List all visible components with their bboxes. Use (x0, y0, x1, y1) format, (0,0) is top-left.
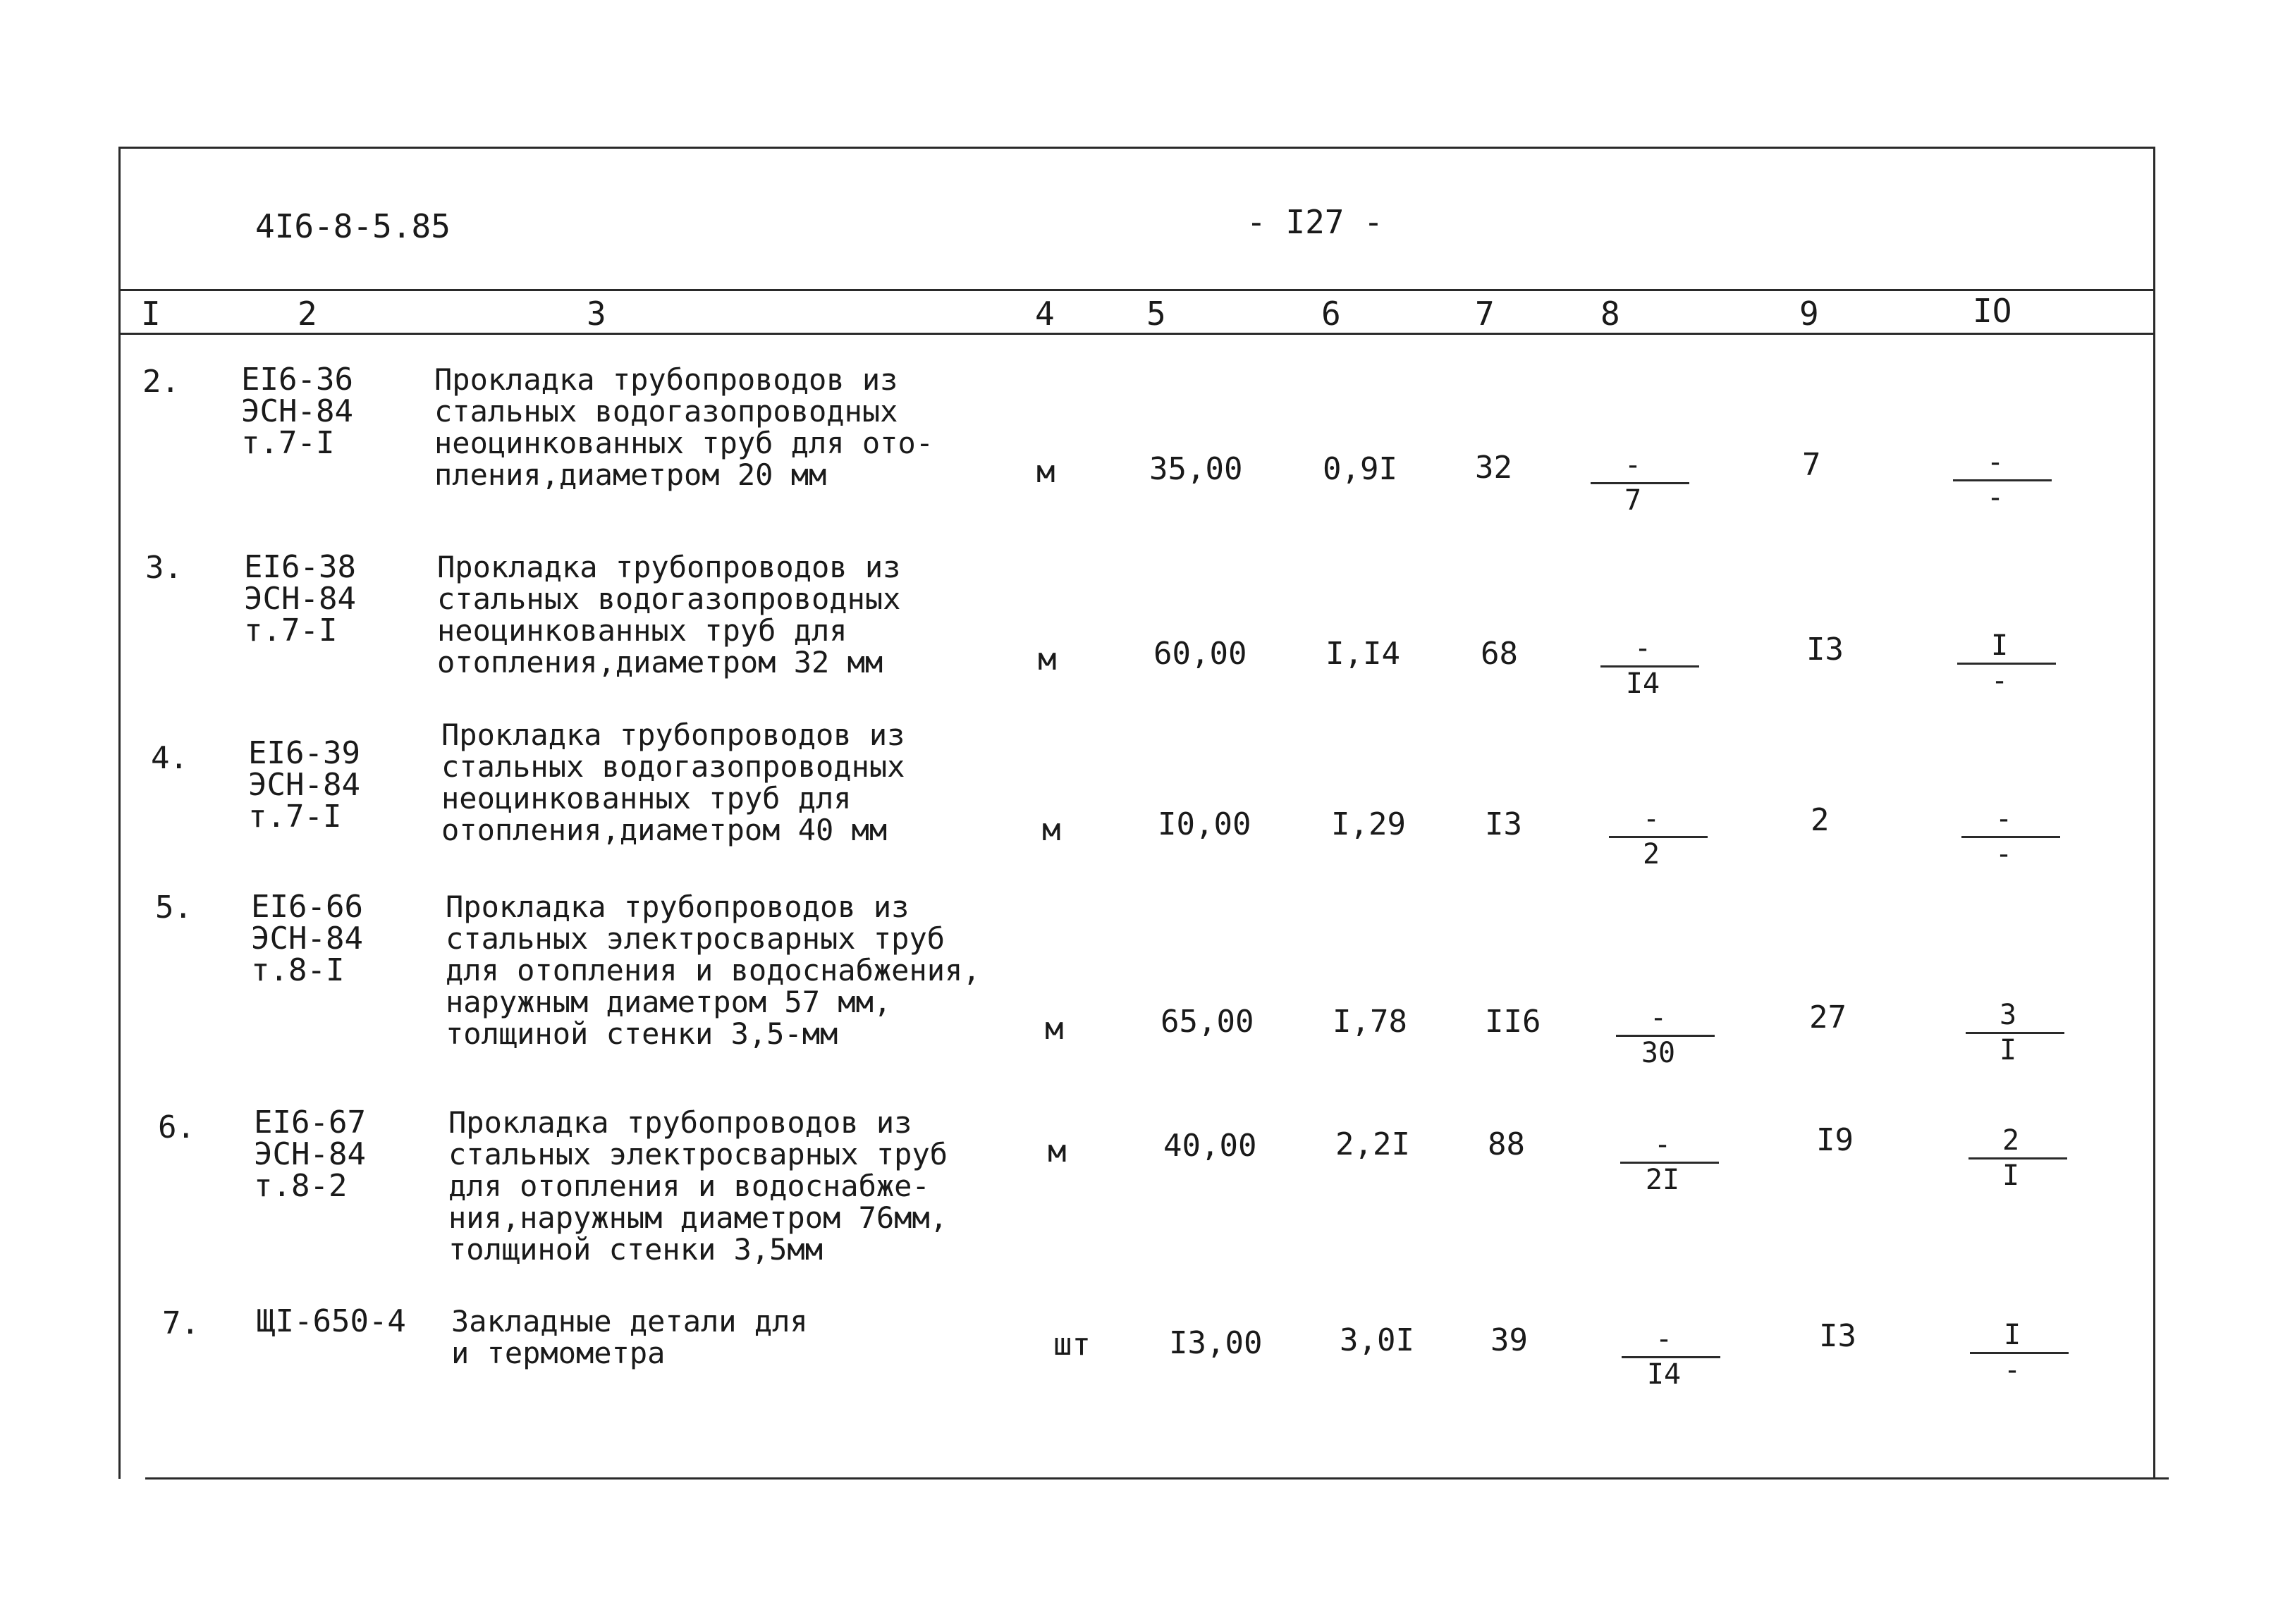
column-10-value: - - (1953, 448, 2059, 512)
header-separator-top (118, 289, 2155, 291)
row-number: 5. (155, 890, 192, 925)
total: II6 (1485, 1004, 1541, 1040)
column-number: IO (1973, 292, 2012, 330)
unit-price: I,29 (1331, 806, 1406, 842)
quantity: I3,00 (1169, 1325, 1263, 1361)
column-9-value: I3 (1806, 632, 1844, 668)
work-description: Прокладка трубопроводов из стальных электросварных труб для отопления и водоснабже- ния,наружным диаметром 76мм, толщиной стенки 3,5мм (448, 1105, 948, 1267)
unit: м (1048, 1133, 1067, 1169)
right-border (2153, 147, 2155, 1479)
column-number: 2 (298, 295, 317, 333)
column-8-value: - 7 (1591, 451, 1696, 515)
column-number: 3 (587, 295, 606, 333)
unit-price: 3,0I (1340, 1322, 1414, 1358)
unit-price: I,78 (1333, 1004, 1407, 1040)
total: 39 (1490, 1322, 1528, 1358)
quantity: 40,00 (1163, 1128, 1257, 1164)
unit: шт (1053, 1327, 1091, 1362)
reference-code: EI6-66 ЭСН-84 т.8-I (251, 889, 363, 988)
row-number: 6. (158, 1109, 195, 1145)
column-number: I (141, 295, 161, 333)
reference-code: ЩI-650-4 (257, 1303, 406, 1339)
column-9-value: 2 (1811, 802, 1830, 838)
quantity: 35,00 (1149, 451, 1243, 487)
column-number: 7 (1475, 295, 1495, 333)
column-number: 8 (1600, 295, 1620, 333)
column-9-value: I3 (1819, 1318, 1856, 1354)
column-10-value: - - (1961, 805, 2067, 868)
row-number: 7. (162, 1305, 200, 1341)
column-number: 9 (1799, 295, 1819, 333)
unit: м (1036, 454, 1055, 490)
reference-code: EI6-36 ЭСН-84 т.7-I (241, 362, 353, 461)
work-description: Прокладка трубопроводов из стальных водогазопроводных неоцинкованных труб для отопления,диаметром 32 мм (437, 550, 901, 679)
column-9-value: 27 (1809, 999, 1847, 1035)
bottom-border (145, 1477, 2169, 1480)
reference-code: EI6-38 ЭСН-84 т.7-I (244, 549, 356, 648)
column-number: 5 (1146, 295, 1166, 333)
quantity: 65,00 (1161, 1004, 1254, 1040)
unit: м (1038, 641, 1057, 677)
work-description: Прокладка трубопроводов из стальных водогазопроводных неоцинкованных труб для отопления,диаметром 40 мм (441, 718, 905, 847)
unit: м (1042, 812, 1061, 848)
row-number: 2. (142, 364, 180, 400)
column-9-value: 7 (1802, 447, 1821, 483)
top-border (118, 147, 2155, 149)
column-10-value: 3 I (1966, 1001, 2071, 1064)
column-8-value: - I4 (1600, 634, 1706, 698)
doc-code: 4I6-8-5.85 (255, 207, 451, 245)
quantity: 60,00 (1153, 636, 1247, 672)
total: 32 (1475, 450, 1512, 486)
quantity: I0,00 (1158, 806, 1251, 842)
reference-code: EI6-67 ЭСН-84 т.8-2 (254, 1105, 366, 1204)
column-8-value: - 30 (1616, 1004, 1722, 1067)
row-number: 3. (145, 550, 183, 586)
header-separator-bottom (118, 333, 2155, 335)
column-10-value: 2 I (1968, 1126, 2074, 1190)
work-description: Прокладка трубопроводов из стальных водогазопроводных неоцинкованных труб для ото- пления,диаметром 20 мм (434, 362, 934, 492)
column-8-value: - 2I (1620, 1131, 1726, 1194)
total: 88 (1488, 1126, 1525, 1162)
row-number: 4. (151, 740, 188, 776)
work-description: Закладные детали для и термометра (451, 1304, 808, 1370)
total: I3 (1485, 806, 1522, 842)
unit: м (1045, 1011, 1064, 1047)
page-number: - I27 - (1247, 203, 1383, 241)
column-number: 6 (1321, 295, 1341, 333)
column-10-value: I - (1970, 1321, 2076, 1384)
column-8-value: - 2 (1609, 805, 1715, 868)
reference-code: EI6-39 ЭСН-84 т.7-I (248, 735, 360, 835)
column-10-value: I - (1957, 632, 2063, 695)
total: 68 (1481, 636, 1518, 672)
column-9-value: I9 (1816, 1122, 1854, 1158)
unit-price: I,I4 (1325, 636, 1400, 672)
unit-price: 0,9I (1323, 451, 1397, 487)
work-description: Прокладка трубопроводов из стальных электросварных труб для отопления и водоснабжения, наружным диаметром 57 мм, толщиной стенки 3,5-мм (446, 890, 981, 1051)
column-number: 4 (1035, 295, 1055, 333)
column-8-value: - I4 (1622, 1325, 1727, 1389)
unit-price: 2,2I (1335, 1126, 1410, 1162)
left-border (118, 147, 121, 1479)
